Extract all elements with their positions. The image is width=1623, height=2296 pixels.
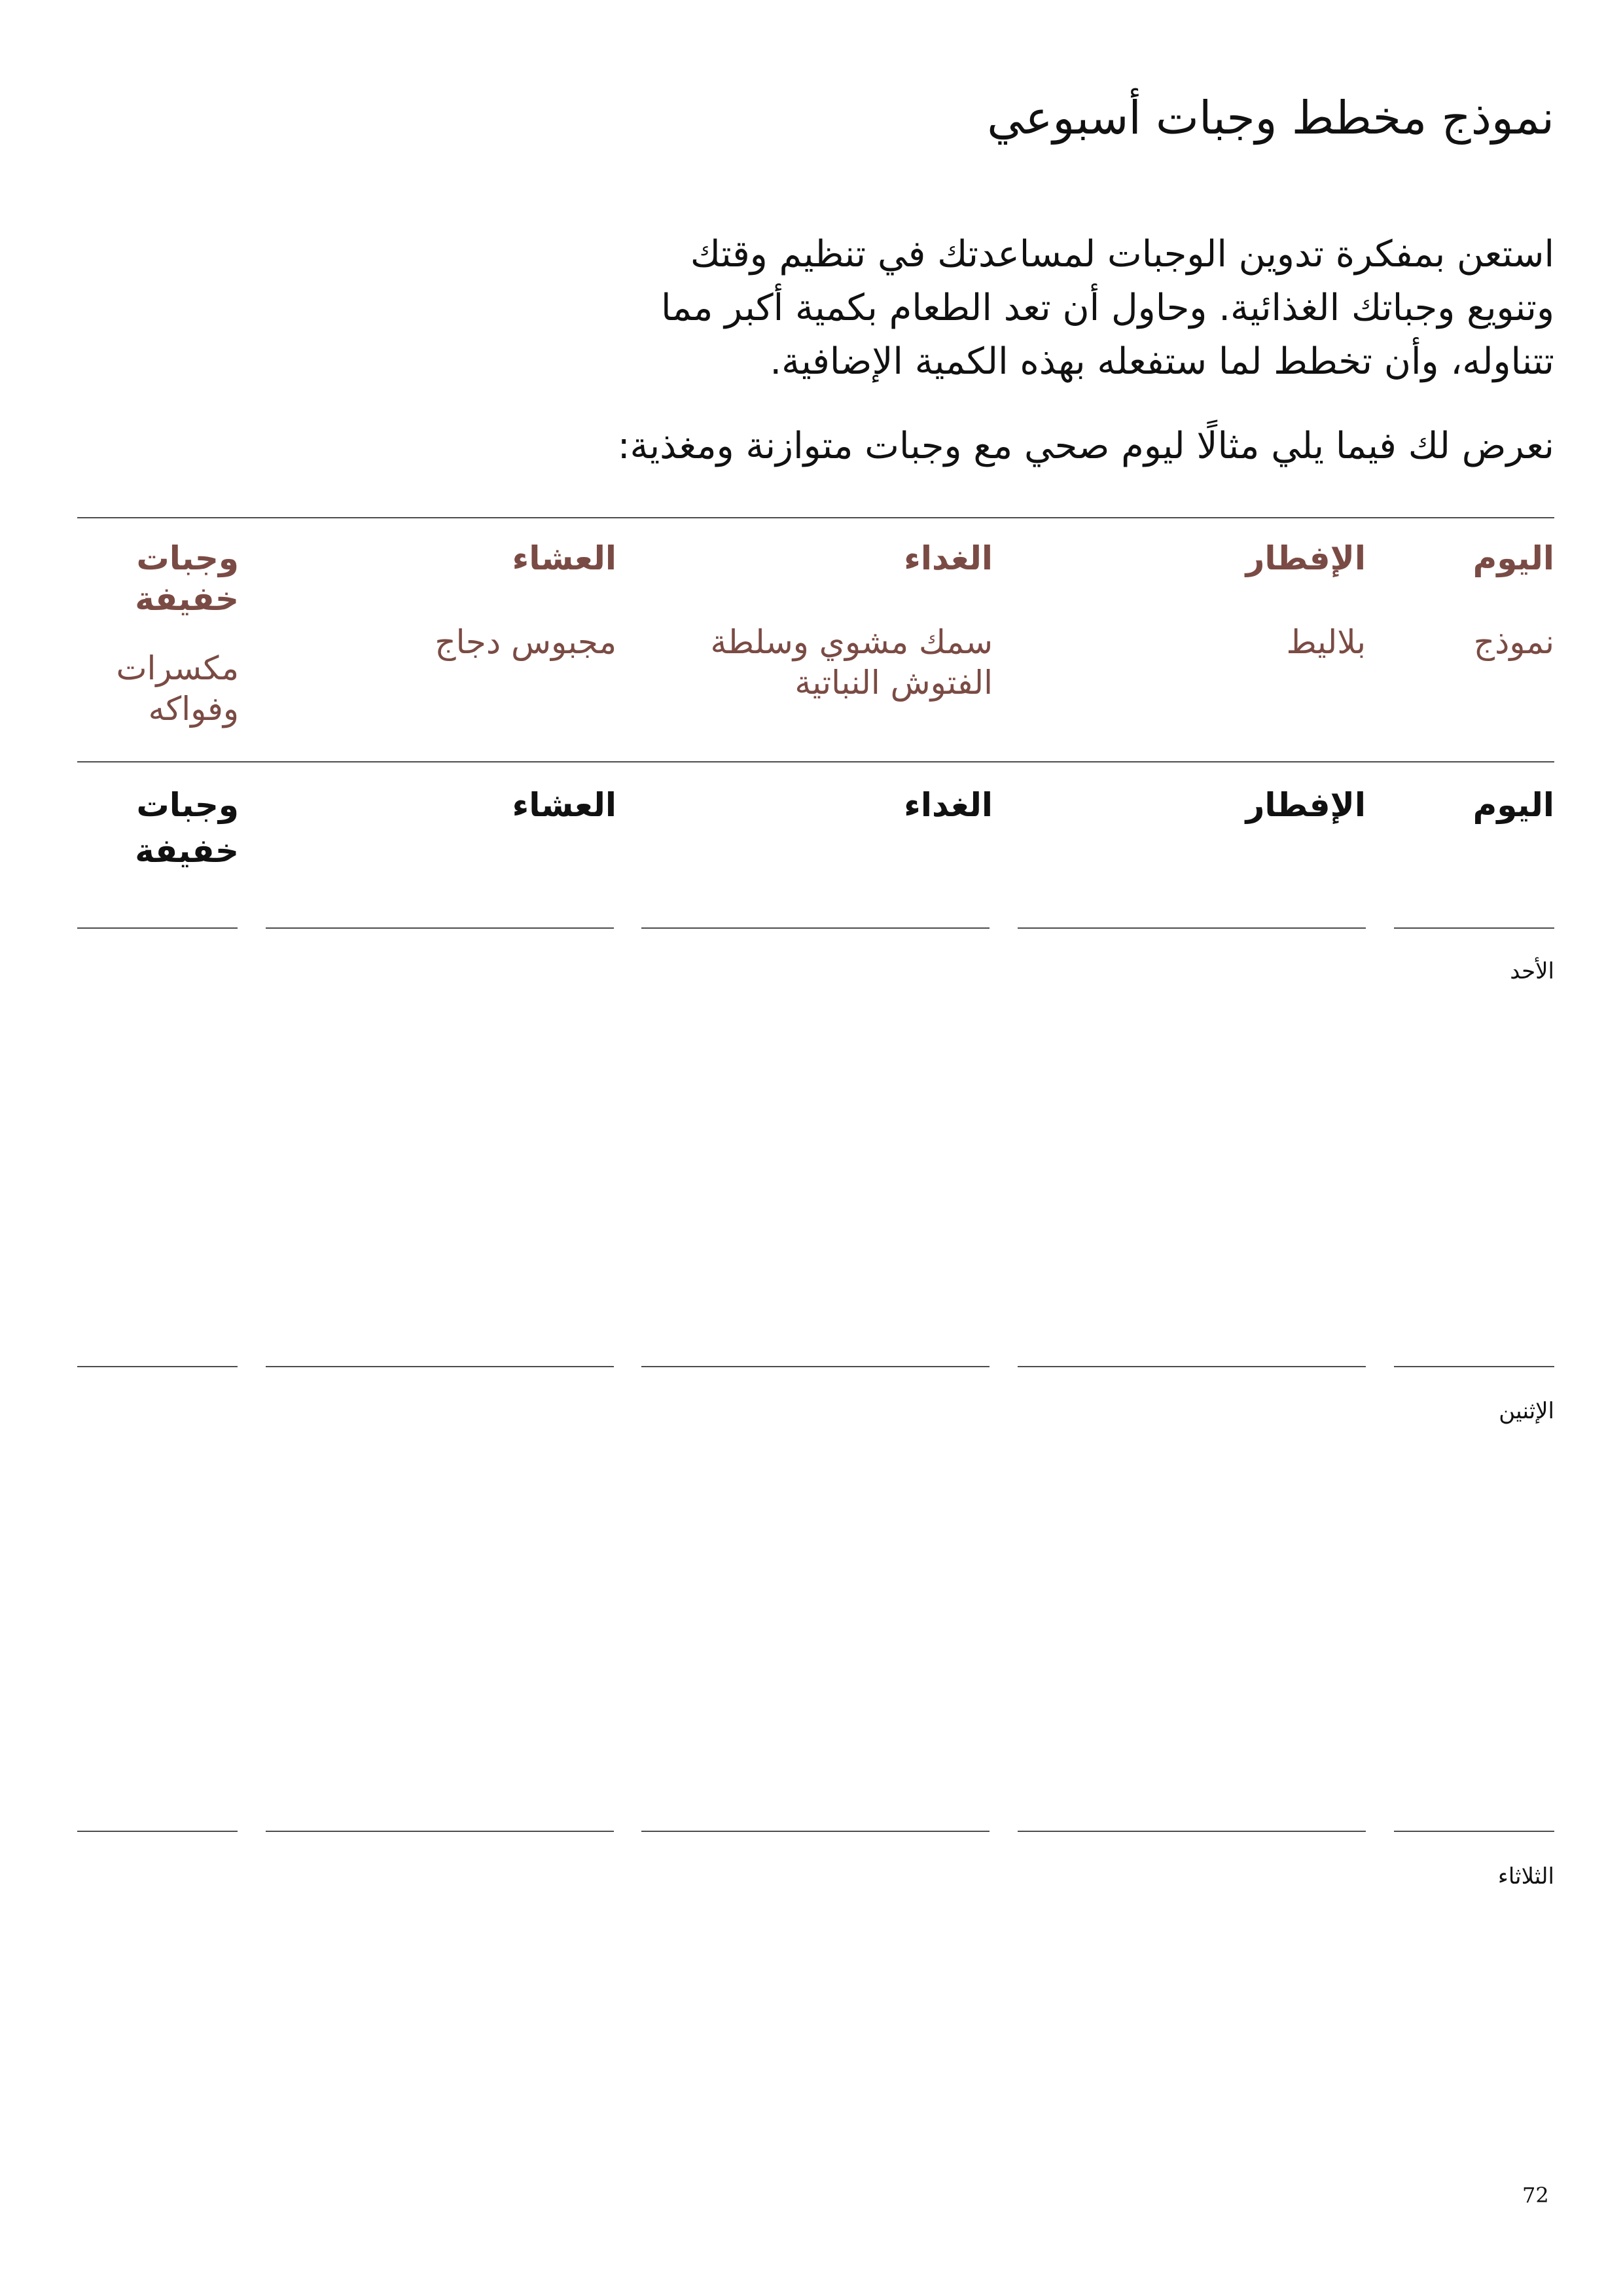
- sample-header-breakfast: الإفطار: [1245, 539, 1366, 577]
- intro-paragraph: استعن بمفكرة تدوين الوجبات لمساعدتك في تنظيم وقتك وتنويع وجباتك الغذائية. وحاول أن تعد الطعام بكمية أكبر مما تتناوله، وأن تخطط لما ستفعله بهذه الكمية الإضافية.: [660, 233, 1554, 383]
- rule-dinner-1: [266, 927, 614, 929]
- rule-snacks-2: [77, 1366, 238, 1367]
- planner-header-snacks: وجبات خفيفة: [135, 786, 239, 870]
- planner-header-day: اليوم: [1472, 786, 1554, 824]
- sample-day: نموذج: [1473, 623, 1554, 661]
- sample-header-day: اليوم: [1472, 539, 1554, 577]
- planner-header-lunch: الغداء: [904, 786, 993, 824]
- rule-lunch-2: [641, 1366, 990, 1367]
- day-label-sunday: الأحد: [1510, 958, 1554, 984]
- rule-day-3: [1394, 1831, 1554, 1832]
- rule-dinner-3: [266, 1831, 614, 1832]
- rule-snacks-1: [77, 927, 238, 929]
- rule-breakfast-2: [1018, 1366, 1366, 1367]
- sample-top-rule: [77, 517, 1554, 518]
- sample-header-dinner: العشاء: [512, 539, 616, 577]
- sample-snacks: مكسرات وفواكه: [116, 649, 239, 728]
- sample-dinner: مجبوس دجاج: [435, 623, 616, 661]
- rule-lunch-3: [641, 1831, 990, 1832]
- rule-dinner-2: [266, 1366, 614, 1367]
- planner-header-breakfast: الإفطار: [1245, 786, 1366, 824]
- sample-lunch: سمك مشوي وسلطة الفتوش النباتية: [710, 623, 993, 702]
- lead-paragraph: نعرض لك فيما يلي مثالًا ليوم صحي مع وجبات متوازنة ومغذية:: [617, 425, 1554, 467]
- rule-lunch-1: [641, 927, 990, 929]
- rule-breakfast-1: [1018, 927, 1366, 929]
- page-number: 72: [1522, 2183, 1549, 2208]
- planner-top-rule: [77, 761, 1554, 762]
- sample-breakfast: بلاليط: [1286, 623, 1366, 661]
- page-title: نموذج مخطط وجبات أسبوعي: [987, 91, 1554, 145]
- rule-day-1: [1394, 927, 1554, 929]
- sample-header-snacks: وجبات خفيفة: [135, 539, 239, 618]
- rule-day-2: [1394, 1366, 1554, 1367]
- day-label-tuesday: الثلاثاء: [1497, 1863, 1554, 1890]
- sample-header-lunch: الغداء: [904, 539, 993, 577]
- day-label-monday: الإثنين: [1499, 1398, 1554, 1424]
- rule-snacks-3: [77, 1831, 238, 1832]
- rule-breakfast-3: [1018, 1831, 1366, 1832]
- planner-header-dinner: العشاء: [512, 786, 616, 824]
